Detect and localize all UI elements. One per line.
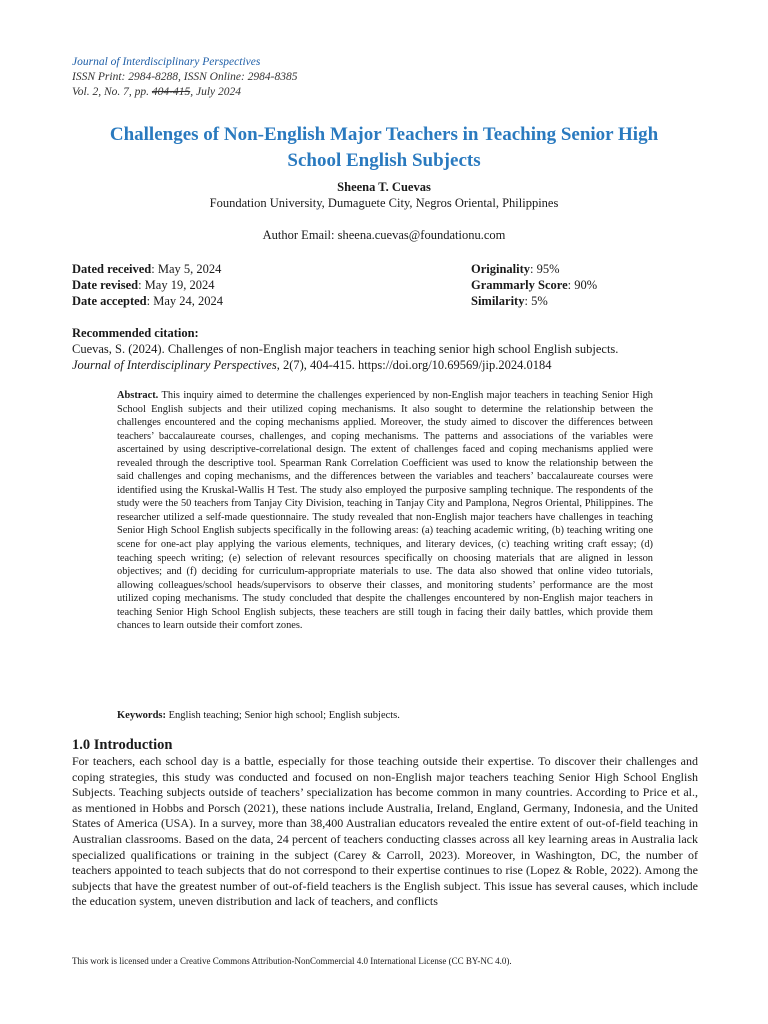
date-value: : May 19, 2024: [138, 278, 215, 292]
date-label: Dated received: [72, 262, 152, 276]
citation-line-1: Cuevas, S. (2024). Challenges of non-English major teachers in teaching senior high school English subjects.: [72, 342, 619, 356]
keywords-text: English teaching; Senior high school; English subjects.: [166, 710, 400, 721]
journal-issn: ISSN Print: 2984-8288, ISSN Online: 2984-8385: [72, 71, 298, 83]
section-heading-introduction: 1.0 Introduction: [72, 737, 173, 753]
volume-prefix: Vol. 2, No. 7, pp.: [72, 86, 152, 98]
score-grammarly: [471, 277, 597, 293]
abstract: [117, 389, 653, 633]
recommended-citation: [72, 325, 698, 373]
dates-block: [72, 261, 223, 309]
score-similarity: [471, 293, 597, 309]
date-value: : May 24, 2024: [146, 294, 224, 308]
date-label: Date revised: [72, 278, 139, 292]
journal-name[interactable]: Journal of Interdisciplinary Perspectives: [72, 56, 261, 68]
keywords: [117, 709, 653, 723]
abstract-label: Abstract.: [117, 390, 159, 401]
introduction-text: For teachers, each school day is a battle, especially for those teaching outside their expertise. To discover their challenges and coping strategies, this study was conducted and focused on non-English major teachers teaching Senior High School English Subjects. Teaching subjects outside of teachers’ specialization has become common in many countries. According to Price et al., as mentioned in Hobbs and Porsch (2021), these nations include Australia, Ireland, England, Germany, Indonesia, and the United States of America (USA). In a survey, more than 38,400 Australian educators revealed the entire extent of out-of-field teaching in Australian classrooms. Based on the data, 24 percent of teachers conducting classes across all key learning areas in Australia lack specialized qualifications or training in the subject (Carey & Carroll, 2023). Moreover, in Washington, DC, the number of teachers appointed to teach subjects that do not correspond to their expertise continues to rise (Lopez & Roble, 2022). Among the subjects that have the greatest number of out-of-field teachers is the English subject. This issue has several causes, which include the education system, uneven distribution and lack of teachers, and conflicts: [72, 754, 698, 909]
abstract-text: This inquiry aimed to determine the challenges experienced by non-English major teachers in teaching Senior High School English subjects and their utilized coping mechanisms. It also sought to determine the relationship between the challenges encountered and the coping mechanisms applied. Moreover, the study aimed to discover the differences between teachers’ baccalaureate courses, challenges, and coping mechanisms. The patterns and associations of the variables were ascertained by using descriptive-correlational design. The extent of challenges faced and coping mechanisms applied were revealed through the descriptive tool. Spearman Rank Correlation Coefficient was used to know the relationship between the said challenges and coping mechanisms, and the differences between the variables and teachers’ baccalaureate courses were identified using the Kruskal-Wallis H Test. The study also employed the purposive sampling technique. The respondents of the study were the 50 teachers from Tanjay City Division, teaching in Tanjay City and Pamplona, Negros Oriental, Philippines. The researcher utilized a self-made questionnaire. The study revealed that non-English major teachers have challenges in teaching Senior High School English subjects specifically in the following areas: (a) teaching academic writing, (b) teaching writing one scene for one-act play applying the various elements, techniques, and literary devices, (c) teaching writing craft essay; (d) teaching speech writing; (e) selection of relevant resources specifically on choosing materials that are aligned in lesson objectives; and (f) deciding for curriculum-appropriate materials to use. The data also showed that online video tutorials, allowing colleagues/school heads/supervisors to observe their classes, and monitoring students’ performance are the most utilized coping mechanisms. The study concluded that despite the challenges encountered by non-English major teachers in teaching Senior High School English subjects, these teachers are still tough in facing their daily battles, which provide them chances to learn outside their comfort zones.: [117, 390, 653, 632]
volume-suffix: , July 2024: [190, 86, 241, 98]
score-value: : 5%: [524, 294, 548, 308]
score-value: : 95%: [530, 262, 560, 276]
journal-header: [72, 55, 298, 100]
author-email[interactable]: Author Email: sheena.cuevas@foundationu.com: [262, 228, 506, 242]
date-label: Date accepted: [72, 294, 147, 308]
paper-title: Challenges of Non-English Major Teachers in Teaching Senior High School English Subjects: [109, 124, 659, 171]
keywords-label: Keywords:: [117, 710, 166, 721]
score-originality: [471, 261, 597, 277]
score-value: : 90%: [567, 278, 598, 292]
volume-pages: 404-415: [151, 86, 191, 98]
citation-heading: Recommended citation:: [72, 326, 199, 340]
scores-block: [471, 261, 597, 309]
license-footer: This work is licensed under a Creative Commons Attribution-NonCommercial 4.0 International License (CC BY-NC 4.0).: [72, 956, 512, 966]
score-label: Originality: [471, 262, 531, 276]
citation-line-2: [72, 357, 698, 373]
author-name: Sheena T. Cuevas: [337, 180, 431, 194]
score-label: Grammarly Score: [471, 278, 568, 292]
date-revised: [72, 277, 223, 293]
citation-journal: Journal of Interdisciplinary Perspectives: [72, 358, 277, 372]
citation-details[interactable]: , 2(7), 404-415. https://doi.org/10.69569/jip.2024.0184: [276, 358, 552, 372]
date-value: : May 5, 2024: [151, 262, 222, 276]
date-received: [72, 261, 223, 277]
author-affiliation: Foundation University, Dumaguete City, Negros Oriental, Philippines: [209, 196, 559, 210]
score-label: Similarity: [471, 294, 525, 308]
date-accepted: [72, 293, 223, 309]
journal-volume: [72, 85, 298, 100]
